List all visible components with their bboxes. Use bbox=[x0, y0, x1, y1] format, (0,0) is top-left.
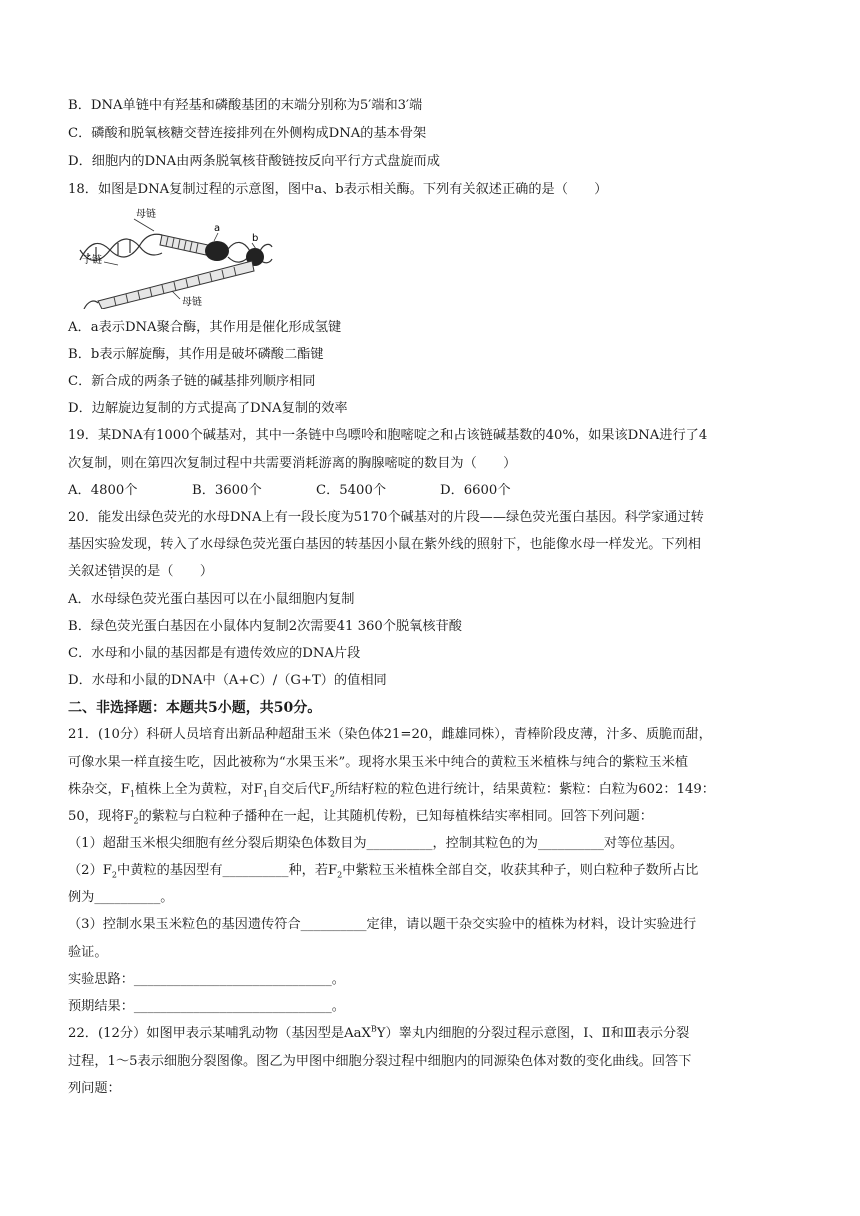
q19-option-d: D．6600个 bbox=[440, 483, 511, 498]
q21-line3-d: 所结籽粒的粒色进行统计，结果黄粒：紫粒：白粒为602：149： bbox=[334, 782, 715, 797]
q21-part2 bbox=[68, 861, 698, 881]
q20-line3-post: 的是（ ） bbox=[133, 564, 214, 579]
q18-stem: 18．如图是DNA复制过程的示意图，图中a、b表示相关酶。下列有关叙述正确的是（ ） bbox=[68, 182, 608, 197]
q18-option-a: A．a表示DNA聚合酶，其作用是催化形成氢键 bbox=[68, 320, 342, 335]
dna-replication-figure bbox=[74, 205, 274, 309]
lower-strand bbox=[84, 261, 254, 309]
label-b: b bbox=[252, 233, 259, 244]
q21-sub-f2b: 2 bbox=[133, 816, 139, 826]
q20-option-a: A．水母绿色荧光蛋白基因可以在小鼠细胞内复制 bbox=[68, 592, 355, 607]
q20-line3-pre: 关叙述 bbox=[68, 564, 108, 579]
q20-line2: 基因实验发现，转入了水母绿色荧光蛋白基因的转基因小鼠在紫外线的照射下，也能像水母一样发光。下列相 bbox=[68, 537, 701, 552]
q20-line1: 20．能发出绿色荧光的水母DNA上有一段长度为5170个碱基对的片段——绿色荧光蛋白基因。科学家通过转 bbox=[68, 510, 704, 525]
q21-line2: 可像水果一样直接生吃，因此被称为“水果玉米”。现将水果玉米中纯合的黄粒玉米植株与纯合的紫粒玉米植 bbox=[68, 755, 689, 770]
q20-option-d: D．水母和小鼠的DNA中（A+C）/（G+T）的值相同 bbox=[68, 673, 387, 688]
q22-line2: 过程，1～5表示细胞分裂图像。图乙为甲图中细胞分裂过程中细胞内的同源染色体对数的变化曲线。回答下 bbox=[68, 1054, 692, 1069]
q22-line1 bbox=[68, 1024, 689, 1044]
q22-line1-a: 22．(12分）如图甲表示某哺乳动物（基因型是AaX bbox=[68, 1026, 371, 1041]
q21-sub-f1b: 1 bbox=[262, 789, 268, 799]
q21-part2-c: 中紫粒玉米植株全部自交，收获其种子，则白粒种子数所占比 bbox=[342, 863, 699, 878]
label-mother-top: 母链 bbox=[136, 209, 156, 220]
section-2-title: 二、非选择题：本题共5小题，共50分。 bbox=[68, 700, 322, 716]
label-a: a bbox=[214, 223, 221, 234]
q19-option-c: C．5400个 bbox=[316, 483, 387, 498]
q21-line3-b: 植株上全为黄粒，对F bbox=[135, 782, 263, 797]
q21-sub-f1: 1 bbox=[129, 789, 135, 799]
q21-line4-b: 的紫粒与白粒种子播种在一起，让其随机传粉，已知每植株结实率相同。回答下列问题： bbox=[138, 809, 653, 824]
q21-line3-a: 株杂交，F bbox=[68, 782, 130, 797]
q19-options bbox=[68, 481, 564, 501]
q22-line1-b: Y）睾丸内细胞的分裂过程示意图，Ⅰ、Ⅱ和Ⅲ表示分裂 bbox=[376, 1026, 690, 1041]
q18-option-c: C．新合成的两条子链的碱基排列顺序相同 bbox=[68, 374, 316, 389]
q21-line4 bbox=[68, 807, 653, 827]
upper-mother-strand bbox=[160, 235, 208, 255]
q17-option-d: D．细胞内的DNA由两条脱氧核苷酸链按反向平行方式盘旋而成 bbox=[68, 154, 440, 169]
q21-part3-line2: 验证。 bbox=[68, 945, 108, 960]
q17-option-c: C．磷酸和脱氧核糖交替连接排列在外侧构成DNA的基本骨架 bbox=[68, 126, 427, 141]
q22-sup-b: B bbox=[370, 1024, 377, 1034]
q21-part1: （1）超甜玉米根尖细胞有丝分裂后期染色体数目为__________，控制其粒色的为__________对等位基因。 bbox=[68, 836, 684, 851]
q21-part2-line2: 例为__________。 bbox=[68, 890, 174, 905]
q21-part2-a: （2）F bbox=[68, 863, 112, 878]
q21-sub-f2d: 2 bbox=[337, 870, 343, 880]
q22-line3: 列问题： bbox=[68, 1081, 121, 1096]
q21-sub-f2: 2 bbox=[329, 789, 335, 799]
label-child-strand: 子链 bbox=[82, 255, 102, 266]
q20-emphasis-word: 错误 ·· bbox=[108, 564, 134, 579]
q19-line1: 19．某DNA有1000个碱基对，其中一条链中鸟嘌呤和胞嘧啶之和占该链碱基数的40%，如果该DNA进行了4 bbox=[68, 428, 708, 443]
q21-line4-a: 50，现将F bbox=[68, 809, 134, 824]
enzyme-a-shape bbox=[205, 241, 229, 261]
q20-line3 bbox=[68, 562, 213, 582]
q21-part2-b: 中黄粒的基因型有__________种，若F bbox=[117, 863, 338, 878]
q19-option-a: A．4800个 bbox=[68, 483, 138, 498]
q18-option-d: D．边解旋边复制的方式提高了DNA复制的效率 bbox=[68, 401, 348, 416]
q17-option-b: B．DNA单链中有羟基和磷酸基团的末端分别称为5′端和3′端 bbox=[68, 98, 423, 113]
q21-line3 bbox=[68, 780, 715, 800]
q21-line3-c: 自交后代F bbox=[267, 782, 330, 797]
q18-option-b: B．b表示解旋酶，其作用是破坏磷酸二酯键 bbox=[68, 347, 324, 362]
q20-option-b: B．绿色荧光蛋白基因在小鼠体内复制2次需要41 360个脱氧核苷酸 bbox=[68, 619, 462, 634]
q21-expected-result: 预期结果：______________________________。 bbox=[68, 999, 345, 1014]
q19-line2: 次复制，则在第四次复制过程中共需要消耗游离的胸腺嘧啶的数目为（ ） bbox=[68, 456, 517, 471]
q21-part3-line1: （3）控制水果玉米粒色的基因遗传符合__________定律，请以题干杂交实验中的植株为材料，设计实验进行 bbox=[68, 917, 697, 932]
q20-option-c: C．水母和小鼠的基因都是有遗传效应的DNA片段 bbox=[68, 646, 361, 661]
q21-line1: 21．(10分）科研人员培育出新品种超甜玉米（染色体21=20，雌雄同株），青棒阶段皮薄，汁多、质脆而甜， bbox=[68, 727, 712, 742]
q19-option-b: B．3600个 bbox=[192, 483, 262, 498]
label-mother-bottom: 母链 bbox=[182, 297, 202, 308]
q21-sub-f2c: 2 bbox=[111, 870, 118, 880]
q21-experiment-idea: 实验思路：______________________________。 bbox=[68, 972, 345, 987]
